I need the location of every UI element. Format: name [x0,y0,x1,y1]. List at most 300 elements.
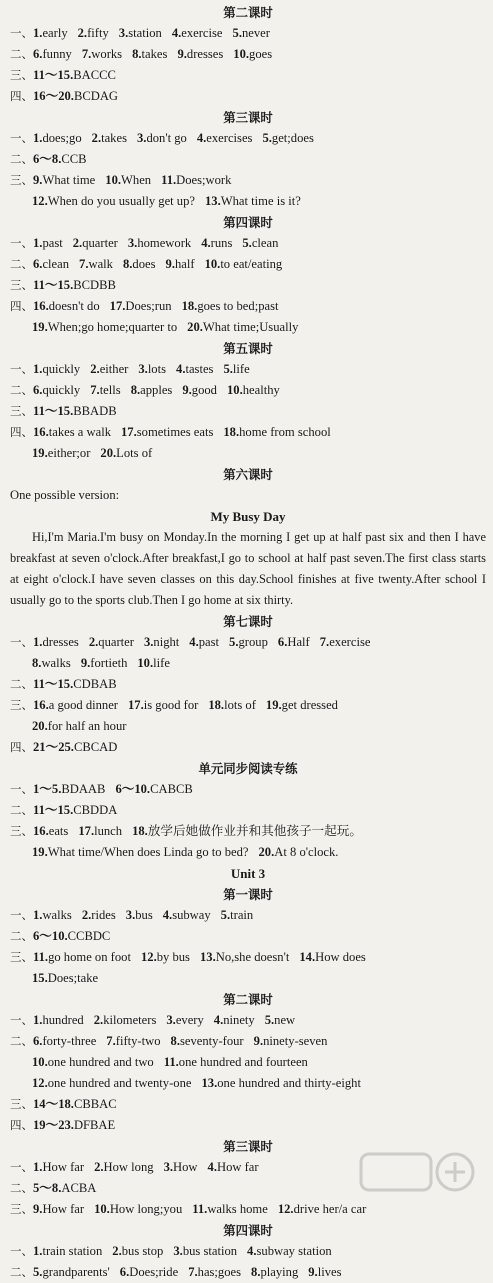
answer-item [176,362,213,376]
question-number: 7. [81,47,92,61]
answer-item [205,194,301,208]
answer-line [10,128,486,149]
question-number: 20. [258,845,275,859]
question-number: 16. [33,698,49,712]
question-number: 10. [105,173,122,187]
question-group-label: 二、 [10,383,33,397]
answer-item [115,782,192,796]
answer-text: one hundred and two [47,1055,154,1069]
answer-text: train station [42,1244,103,1258]
answer-item [223,425,330,439]
question-number: 11～15. [33,278,74,292]
answer-text: good [191,383,217,397]
answer-text: CCB [61,152,87,166]
question-number: 3. [125,908,136,922]
answer-item [247,1244,332,1258]
answer-line [10,1094,486,1115]
question-group-label: 三、 [10,68,33,82]
answer-line [10,401,486,422]
question-number: 9. [177,47,187,61]
answer-text: playing [260,1265,299,1279]
answer-text: Lots of [116,446,153,460]
answer-text: subway [172,908,211,922]
answer-line [10,191,486,212]
question-number: 6～8. [33,152,62,166]
answer-line [10,275,486,296]
answer-text: bus stop [121,1244,164,1258]
answer-item [94,1160,153,1174]
answer-text: seventy-four [179,1034,244,1048]
section-heading: 第三课时 [223,110,273,125]
answer-item [171,1034,244,1048]
question-number: 10. [32,1055,48,1069]
question-number: 9. [33,1202,43,1216]
question-number: 9. [182,383,192,397]
answer-item [32,971,98,985]
question-number: 8. [122,257,133,271]
question-number: 2. [90,362,100,376]
answer-text: 放学后她做作业并和其他孩子一起玩。 [147,824,362,838]
answer-text: exercises [206,131,253,145]
answer-text: How far [216,1160,259,1174]
answer-item [33,908,72,922]
question-number: 4. [171,26,182,40]
answer-item [33,1097,117,1111]
answer-text: does;go [42,131,82,145]
answer-item [205,257,283,271]
question-group-label: 一、 [10,26,33,40]
question-number: 11. [161,173,177,187]
answer-text: ninety-seven [263,1034,328,1048]
answer-item [259,845,339,859]
answer-item [82,908,116,922]
answer-item [187,320,298,334]
question-group-label: 二、 [10,677,33,691]
answer-item [251,1265,298,1279]
answer-text: CDBAB [73,677,117,691]
answer-item [105,173,151,187]
question-number: 13. [199,950,216,964]
question-number: 2. [93,1013,104,1027]
answer-text: life [232,362,250,376]
answer-item [112,1244,163,1258]
answer-item [33,47,72,61]
question-number: 4. [196,131,207,145]
essay-text: Hi,I'm Maria.I'm busy on Monday.In the morning I get up at half past six and then I have breakfast at seven o'clock.After breakfast,I go to school at half past seven.The first class starts at eight o'clock.I have seven classes on this day.School finishes at five twenty.After school I usually go to the sports club.Then I go home at six thirty. [10,530,486,607]
answer-item [33,257,69,271]
answer-text: tastes [185,362,214,376]
question-number: 7. [79,257,89,271]
question-number: 2. [72,236,83,250]
answer-line [10,296,486,317]
answer-text: What time;Usually [202,320,299,334]
answer-item [79,257,113,271]
answer-item [82,47,122,61]
answer-line [10,443,486,464]
question-number: 5. [232,26,242,40]
question-number: 4. [176,362,186,376]
question-number: 3. [163,1160,174,1174]
answer-item [201,1076,361,1090]
answer-line [10,821,486,842]
answer-text: goes to bed;past [197,299,279,313]
question-number: 4. [201,236,211,250]
question-number: 8. [132,47,142,61]
answer-text: CCBDC [67,929,111,943]
answer-item [265,1013,295,1027]
answer-text: goes [249,47,273,61]
answer-item [33,740,117,754]
answer-item [132,824,362,838]
answer-line [10,779,486,800]
answer-text: half [174,257,195,271]
answer-text: How far [42,1202,85,1216]
question-number: 20. [187,320,203,334]
answer-text: Does;work [176,173,232,187]
question-number: 5. [262,131,272,145]
answer-text: group [238,635,268,649]
question-number: 8. [130,383,141,397]
answer-text: How far [42,1160,85,1174]
answer-text: quarter [98,635,134,649]
answer-text: lunch [94,824,123,838]
answer-text: kilometers [103,1013,157,1027]
answer-text: train [230,908,254,922]
answer-line [10,926,486,947]
answer-text: CBCAD [73,740,118,754]
answer-line [10,86,486,107]
answer-item [33,635,79,649]
answer-line [10,905,486,926]
question-number: 7. [188,1265,198,1279]
answer-text: exercise [329,635,371,649]
answer-text: No,she doesn't [215,950,290,964]
answer-text: home from school [239,425,331,439]
answer-text: one hundred and thirty-eight [217,1076,361,1090]
answer-text: exercise [181,26,223,40]
answer-line [10,632,486,653]
answer-text: DFBAE [73,1118,116,1132]
answer-item [254,1034,328,1048]
answer-text: runs [210,236,233,250]
answer-item [33,131,82,145]
question-group-label: 一、 [10,908,33,922]
answer-item [201,236,232,250]
section-heading: Unit 3 [230,866,266,881]
answer-item [214,1013,255,1027]
answer-item [78,26,109,40]
answer-line [10,1073,486,1094]
question-number: 9. [165,257,175,271]
question-number: 4. [162,908,173,922]
answer-text: new [274,1013,296,1027]
answer-item [32,719,126,733]
answer-text: dresses [186,47,224,61]
question-number: 18. [181,299,198,313]
answer-text: has;goes [197,1265,242,1279]
answer-text: subway station [256,1244,332,1258]
answer-line [10,44,486,65]
answer-item [33,236,63,250]
question-number: 2. [77,26,88,40]
section-heading: 第二课时 [223,5,273,20]
answer-text: Does;take [47,971,99,985]
answer-item [33,1265,110,1279]
answer-item [126,908,153,922]
answer-item [33,929,110,943]
answer-text: funny [42,47,72,61]
answer-text: sometimes eats [136,425,214,439]
answer-text: clean [251,236,279,250]
question-group-label: 四、 [10,89,33,103]
question-number: 5. [223,362,233,376]
answer-item [33,782,105,796]
question-number: 13. [201,1076,218,1090]
question-group-label: 一、 [10,131,33,145]
answer-text: clean [42,257,70,271]
question-group-label: 二、 [10,1265,33,1279]
answer-text: tells [99,383,121,397]
answer-text: doesn't do [48,299,100,313]
question-group-label: 三、 [10,1202,33,1216]
answer-item [33,1160,84,1174]
question-group-label: 二、 [10,929,33,943]
answer-text: bus station [182,1244,238,1258]
question-group-label: 一、 [10,1244,33,1258]
answer-item [242,236,278,250]
question-number: 13. [205,194,221,208]
answer-text: How long;you [109,1202,183,1216]
question-group-label: 二、 [10,152,33,166]
answer-text: grandparents' [42,1265,110,1279]
question-number: 4. [207,1160,217,1174]
answer-item [32,320,177,334]
answer-text: walks [42,908,72,922]
question-number: 14. [299,950,316,964]
answer-text: to eat/eating [220,257,283,271]
answer-item [266,698,338,712]
question-number: 20. [100,446,117,460]
question-number: 5. [229,635,239,649]
answer-text: walk [88,257,113,271]
answer-line [10,65,486,86]
answer-item [173,1244,237,1258]
answer-text: takes a walk [48,425,111,439]
answer-text: walks [41,656,71,670]
answer-item [33,425,111,439]
question-group-label: 四、 [10,1118,33,1132]
question-number: 21～25. [33,740,74,754]
question-number: 8. [32,656,42,670]
answer-item [33,299,100,313]
question-number: 15. [32,971,48,985]
question-number: 11～15. [33,677,74,691]
answer-line [10,695,486,716]
question-number: 1. [33,26,43,40]
answer-text: station [128,26,162,40]
answer-item [33,404,117,418]
answer-line [10,653,486,674]
question-group-label: 二、 [10,257,33,271]
answer-item [164,1160,198,1174]
answer-item [100,446,152,460]
question-group-label: 三、 [10,1097,33,1111]
question-number: 3. [143,635,154,649]
answer-text: drive her/a car [293,1202,367,1216]
answer-item [33,950,131,964]
answer-text: lives [317,1265,342,1279]
answer-item [33,1181,96,1195]
answer-text: forty-three [42,1034,97,1048]
answer-item [123,257,156,271]
answer-item [94,1013,157,1027]
answer-item [137,131,187,145]
answer-item [227,383,280,397]
answer-item [32,1076,191,1090]
answer-item [188,1265,241,1279]
answer-item [33,1118,115,1132]
answer-item [161,173,231,187]
answer-line [10,1052,486,1073]
question-number: 11. [163,1055,179,1069]
answer-text: BCDBB [73,278,116,292]
answer-item [119,26,162,40]
answer-item [163,908,211,922]
answer-line [10,359,486,380]
answer-item [138,362,166,376]
question-number: 17. [121,425,137,439]
answer-item [128,698,198,712]
answer-line [10,947,486,968]
question-number: 6～10. [33,929,68,943]
answer-item [33,173,95,187]
question-number: 16. [33,425,49,439]
answer-text: a good dinner [48,698,118,712]
answer-text: apples [140,383,173,397]
answer-line [10,233,486,254]
question-group-label: 二、 [10,1181,33,1195]
answer-item [33,152,87,166]
answer-item [90,362,128,376]
answer-item [81,656,128,670]
answer-line [10,1031,486,1052]
answer-text: past [42,236,63,250]
answer-item [78,824,122,838]
answer-text: lots [147,362,167,376]
question-number: 1. [33,362,43,376]
answer-item [164,1055,308,1069]
question-number: 6. [33,257,43,271]
section-heading: 第一课时 [223,887,273,902]
answer-item [121,425,213,439]
answer-line [10,674,486,695]
question-number: 4. [189,635,199,649]
answer-line [10,800,486,821]
question-number: 2. [91,131,102,145]
section-heading: 第七课时 [223,614,273,629]
answer-item [33,1202,84,1216]
answer-item [200,950,289,964]
question-group-label: 三、 [10,698,33,712]
answer-text: quickly [42,362,81,376]
question-group-label: 四、 [10,299,33,313]
answer-item [33,698,118,712]
answer-item [92,131,127,145]
question-group-label: 一、 [10,1013,33,1027]
question-group-label: 四、 [10,740,33,754]
answer-text: one hundred and twenty-one [47,1076,192,1090]
answer-item [90,383,120,397]
question-number: 20. [32,719,48,733]
answer-text: either [99,362,129,376]
answer-text: fortieth [90,656,128,670]
answer-text: is good for [143,698,199,712]
answer-line [10,1199,486,1220]
question-number: 10. [226,383,243,397]
answer-item [132,47,167,61]
answer-text: early [42,26,68,40]
answer-text: BBADB [73,404,117,418]
answer-text: dresses [42,635,79,649]
answer-text: fifty-two [115,1034,161,1048]
answer-line [10,149,486,170]
answer-item [33,1034,96,1048]
answer-text: get dressed [281,698,338,712]
answer-item [166,257,195,271]
question-number: 5. [220,908,231,922]
question-number: 2. [81,908,92,922]
question-number: 5～8. [33,1181,62,1195]
answer-item [223,362,249,376]
question-number: 18. [132,824,148,838]
answer-item [110,299,172,313]
watermark-logo [359,1150,479,1194]
question-number: 3. [138,362,148,376]
answer-text: When do you usually get up? [47,194,195,208]
question-number: 9. [308,1265,318,1279]
answer-item [32,1055,154,1069]
answer-text: BACCC [73,68,116,82]
question-number: 10. [233,47,250,61]
answer-text: one hundred and fourteen [178,1055,308,1069]
question-number: 19. [265,698,282,712]
section-heading: 第四课时 [223,215,273,230]
answer-line [10,1115,486,1136]
question-number: 6. [33,1034,43,1048]
question-number: 9. [33,173,43,187]
question-number: 12. [277,1202,294,1216]
section-heading: 第四课时 [223,1223,273,1238]
answer-item [89,635,134,649]
question-number: 5. [33,1265,43,1279]
question-number: 3. [166,1013,176,1027]
answer-item [128,236,191,250]
question-number: 11. [33,950,49,964]
answer-text: bus [135,908,153,922]
answer-item [73,236,118,250]
answer-item [33,278,116,292]
answer-item [172,26,223,40]
question-number: 1. [33,908,43,922]
answer-text: life [153,656,170,670]
question-number: 11. [192,1202,208,1216]
question-number: 7. [319,635,330,649]
question-number: 18. [208,698,225,712]
answer-text: eats [48,824,69,838]
answer-text: BDAAB [61,782,106,796]
answer-line [10,968,486,989]
answer-text: fifty [87,26,109,40]
